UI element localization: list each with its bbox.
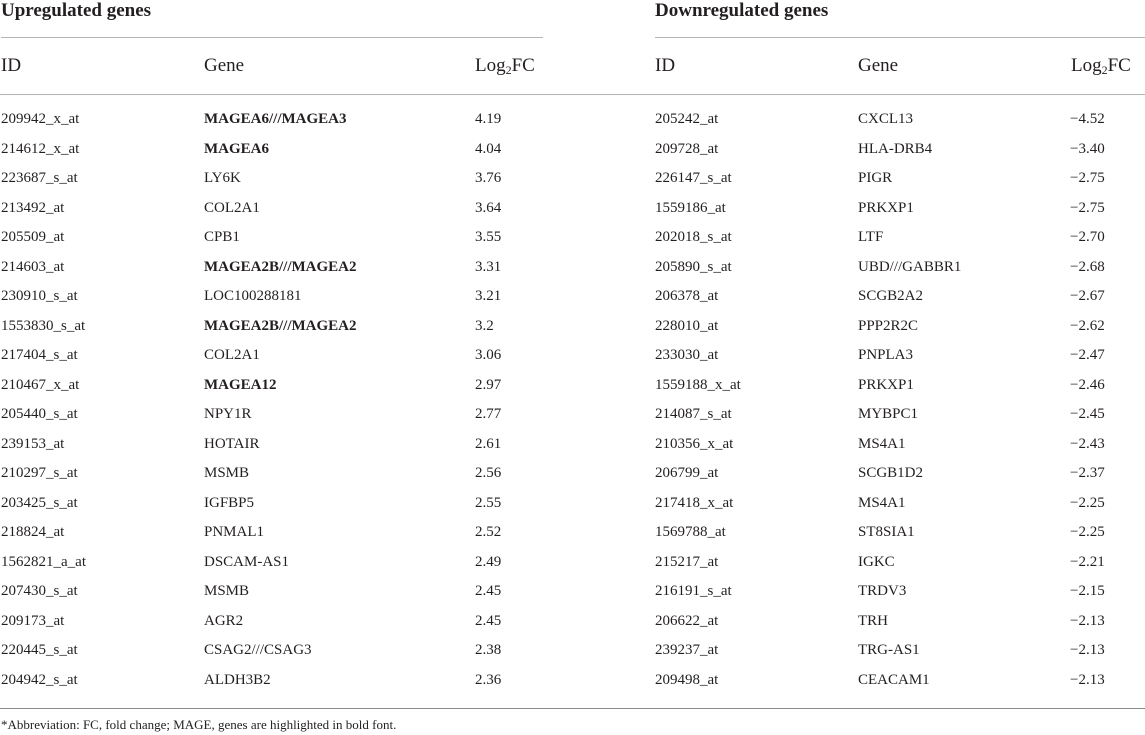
gene-cell: CEACAM1 <box>858 671 930 688</box>
probe-id-cell: 214612_x_at <box>1 140 80 157</box>
probe-id-cell: 220445_s_at <box>1 642 78 659</box>
table-row <box>1 371 551 401</box>
gene-cell: MS4A1 <box>858 494 906 511</box>
header-bottom-rule <box>0 94 1145 95</box>
probe-id-cell: 218824_at <box>1 524 65 541</box>
log2fc-cell: −2.21 <box>1070 553 1105 570</box>
table-row <box>655 489 1145 519</box>
table-row <box>1 135 551 165</box>
probe-id-cell: 223687_s_at <box>1 170 78 187</box>
log2fc-cell: 2.45 <box>475 612 502 629</box>
gene-cell: COL2A1 <box>204 199 260 216</box>
probe-id-cell: 1559186_at <box>655 199 726 216</box>
probe-id-cell: 210467_x_at <box>1 376 80 393</box>
log2fc-cell: 2.38 <box>475 642 502 659</box>
probe-id-cell: 204942_s_at <box>1 671 78 688</box>
probe-id-cell: 210297_s_at <box>1 465 78 482</box>
table-bottom-rule <box>0 708 1145 709</box>
probe-id-cell: 1559188_x_at <box>655 376 741 393</box>
table-row <box>655 135 1145 165</box>
probe-id-cell: 233030_at <box>655 347 719 364</box>
probe-id-cell: 216191_s_at <box>655 583 732 600</box>
down-header-log2fc <box>1071 55 1131 77</box>
gene-cell: COL2A1 <box>204 347 260 364</box>
gene-cell: HLA-DRB4 <box>858 140 933 157</box>
probe-id-cell: 205440_s_at <box>1 406 78 423</box>
probe-id-cell: 209173_at <box>1 612 65 629</box>
gene-cell: ALDH3B2 <box>204 671 271 688</box>
table-row <box>655 430 1145 460</box>
log2fc-cell: 3.64 <box>475 199 502 216</box>
table-row <box>1 459 551 489</box>
gene-cell: TRH <box>858 612 888 629</box>
table-row <box>655 518 1145 548</box>
probe-id-cell: 209728_at <box>655 140 719 157</box>
table-row <box>655 341 1145 371</box>
log2fc-cell: 4.04 <box>475 140 502 157</box>
probe-id-cell: 206378_at <box>655 288 719 305</box>
gene-cell: HOTAIR <box>204 435 260 452</box>
table-row <box>1 312 551 342</box>
table-row <box>1 282 551 312</box>
table-row <box>1 518 551 548</box>
gene-cell: MS4A1 <box>858 435 906 452</box>
up-header-log2fc-tail: FC <box>511 55 535 76</box>
table-row <box>655 371 1145 401</box>
probe-id-cell: 1562821_a_at <box>1 553 86 570</box>
log2fc-cell: −2.13 <box>1070 671 1105 688</box>
log2fc-cell: 3.06 <box>475 347 502 364</box>
probe-id-cell: 207430_s_at <box>1 583 78 600</box>
probe-id-cell: 1553830_s_at <box>1 317 86 334</box>
log2fc-cell: 3.55 <box>475 229 502 246</box>
log2fc-cell: 2.45 <box>475 583 502 600</box>
log2fc-cell: −2.67 <box>1070 288 1105 305</box>
probe-id-cell: 205890_s_at <box>655 258 732 275</box>
log2fc-cell: 3.76 <box>475 170 502 187</box>
log2fc-cell: −2.75 <box>1070 199 1105 216</box>
log2fc-cell: 2.52 <box>475 524 502 541</box>
probe-id-cell: 217418_x_at <box>655 494 734 511</box>
table-row <box>655 459 1145 489</box>
gene-cell: CXCL13 <box>858 111 914 128</box>
gene-cell: MAGEA12 <box>204 376 277 393</box>
table-row <box>655 400 1145 430</box>
table-row <box>1 430 551 460</box>
gene-cell: PIGR <box>858 170 893 187</box>
probe-id-cell: 202018_s_at <box>655 229 732 246</box>
table-row <box>655 223 1145 253</box>
probe-id-cell: 210356_x_at <box>655 435 734 452</box>
gene-cell: IGFBP5 <box>204 494 255 511</box>
up-header-log2fc <box>475 55 535 77</box>
probe-id-cell: 203425_s_at <box>1 494 78 511</box>
gene-cell: SCGB2A2 <box>858 288 924 305</box>
gene-cell: MAGEA2B///MAGEA2 <box>204 317 357 334</box>
up-header-id: ID <box>1 55 22 76</box>
probe-id-cell: 206799_at <box>655 465 719 482</box>
probe-id-cell: 239237_at <box>655 642 719 659</box>
gene-cell: TRDV3 <box>858 583 907 600</box>
gene-cell: PRKXP1 <box>858 199 914 216</box>
table-row <box>655 666 1145 696</box>
gene-cell: LTF <box>858 229 884 246</box>
probe-id-cell: 230910_s_at <box>1 288 78 305</box>
upregulated-genes-table <box>1 105 551 695</box>
log2fc-cell: −2.70 <box>1070 229 1105 246</box>
table-row <box>655 253 1145 283</box>
probe-id-cell: 1569788_at <box>655 524 726 541</box>
table-row <box>655 312 1145 342</box>
gene-cell: MSMB <box>204 583 250 600</box>
table-row <box>1 223 551 253</box>
downregulated-genes-table <box>655 105 1145 695</box>
upregulated-title-rule <box>1 37 543 38</box>
gene-cell: PRKXP1 <box>858 376 914 393</box>
gene-cell: LY6K <box>204 170 241 187</box>
table-row <box>655 636 1145 666</box>
gene-cell: PPP2R2C <box>858 317 919 334</box>
table-row <box>655 194 1145 224</box>
down-header-log2fc-tail: FC <box>1107 55 1131 76</box>
gene-cell: SCGB1D2 <box>858 465 924 482</box>
down-header-gene: Gene <box>858 55 899 76</box>
probe-id-cell: 239153_at <box>1 435 65 452</box>
probe-id-cell: 213492_at <box>1 199 65 216</box>
probe-id-cell: 217404_s_at <box>1 347 78 364</box>
log2fc-cell: −2.68 <box>1070 258 1105 275</box>
table-row <box>1 341 551 371</box>
log2fc-cell: −4.52 <box>1070 111 1105 128</box>
downregulated-title-rule <box>655 37 1145 38</box>
gene-cell: NPY1R <box>204 406 252 423</box>
gene-cell: LOC100288181 <box>204 288 302 305</box>
gene-cell: ST8SIA1 <box>858 524 915 541</box>
table-row <box>655 607 1145 637</box>
gene-cell: IGKC <box>858 553 895 570</box>
gene-cell: DSCAM-AS1 <box>204 553 290 570</box>
gene-cell: AGR2 <box>204 612 244 629</box>
probe-id-cell: 228010_at <box>655 317 719 334</box>
log2fc-cell: 2.97 <box>475 376 502 393</box>
probe-id-cell: 215217_at <box>655 553 719 570</box>
gene-cell: MAGEA6 <box>204 140 269 157</box>
log2fc-cell: −2.47 <box>1070 347 1105 364</box>
log2fc-cell: −2.15 <box>1070 583 1105 600</box>
up-header-log2fc-base: Log <box>475 55 506 76</box>
table-row <box>1 607 551 637</box>
probe-id-cell: 205509_at <box>1 229 65 246</box>
gene-cell: MAGEA2B///MAGEA2 <box>204 258 357 275</box>
gene-cell: MYBPC1 <box>858 406 919 423</box>
table-row <box>655 282 1145 312</box>
log2fc-cell: 3.21 <box>475 288 502 305</box>
probe-id-cell: 209498_at <box>655 671 719 688</box>
log2fc-cell: −2.45 <box>1070 406 1105 423</box>
table-row <box>1 253 551 283</box>
probe-id-cell: 226147_s_at <box>655 170 732 187</box>
log2fc-cell: 2.61 <box>475 435 502 452</box>
gene-cell: MSMB <box>204 465 250 482</box>
gene-cell: PNPLA3 <box>858 347 914 364</box>
table-row <box>1 577 551 607</box>
log2fc-cell: −2.43 <box>1070 435 1105 452</box>
log2fc-cell: 2.36 <box>475 671 502 688</box>
down-header-id: ID <box>655 55 676 76</box>
log2fc-cell: −2.75 <box>1070 170 1105 187</box>
table-row <box>655 548 1145 578</box>
probe-id-cell: 205242_at <box>655 111 719 128</box>
log2fc-cell: 2.49 <box>475 553 502 570</box>
log2fc-cell: 2.77 <box>475 406 502 423</box>
table-row <box>1 489 551 519</box>
log2fc-cell: −2.25 <box>1070 494 1105 511</box>
log2fc-cell: −2.62 <box>1070 317 1105 334</box>
table-row <box>1 164 551 194</box>
gene-cell: TRG-AS1 <box>858 642 920 659</box>
log2fc-cell: −3.40 <box>1070 140 1105 157</box>
log2fc-cell: 3.2 <box>475 317 494 334</box>
gene-cell: UBD///GABBR1 <box>858 258 962 275</box>
gene-cell: CPB1 <box>204 229 240 246</box>
probe-id-cell: 209942_x_at <box>1 111 80 128</box>
gene-cell: PNMAL1 <box>204 524 265 541</box>
log2fc-cell: 2.55 <box>475 494 502 511</box>
table-row <box>1 105 551 135</box>
table-row <box>1 194 551 224</box>
table-row <box>1 400 551 430</box>
log2fc-cell: −2.13 <box>1070 612 1105 629</box>
footnote: *Abbreviation: FC, fold change; MAGE, genes are highlighted in bold font. <box>1 717 397 732</box>
table-row <box>1 636 551 666</box>
table-row <box>655 164 1145 194</box>
log2fc-cell: 4.19 <box>475 111 502 128</box>
probe-id-cell: 214087_s_at <box>655 406 732 423</box>
up-header-log2fc-sub: 2 <box>505 63 512 77</box>
probe-id-cell: 206622_at <box>655 612 719 629</box>
table-row <box>1 548 551 578</box>
log2fc-cell: 2.56 <box>475 465 502 482</box>
log2fc-cell: −2.25 <box>1070 524 1105 541</box>
table-row <box>655 577 1145 607</box>
log2fc-cell: −2.46 <box>1070 376 1105 393</box>
table-row <box>1 666 551 696</box>
probe-id-cell: 214603_at <box>1 258 65 275</box>
downregulated-title: Downregulated genes <box>655 0 829 21</box>
table-row <box>655 105 1145 135</box>
gene-cell: MAGEA6///MAGEA3 <box>204 111 347 128</box>
upregulated-title: Upregulated genes <box>1 0 152 21</box>
log2fc-cell: −2.37 <box>1070 465 1105 482</box>
down-header-log2fc-sub: 2 <box>1101 63 1108 77</box>
log2fc-cell: 3.31 <box>475 258 502 275</box>
gene-cell: CSAG2///CSAG3 <box>204 642 312 659</box>
log2fc-cell: −2.13 <box>1070 642 1105 659</box>
down-header-log2fc-base: Log <box>1071 55 1102 76</box>
up-header-gene: Gene <box>204 55 245 76</box>
